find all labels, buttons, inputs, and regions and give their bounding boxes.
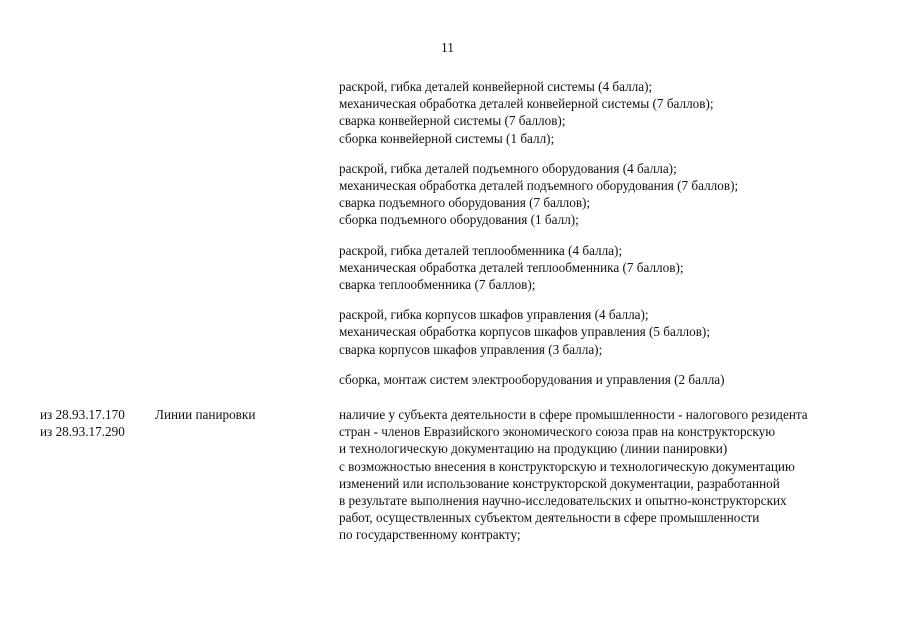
product-code: из 28.93.17.290	[40, 424, 125, 440]
group-lifting-equipment	[339, 160, 889, 229]
group-conveyor	[339, 78, 889, 147]
group-heat-exchanger	[339, 242, 889, 294]
operation-line: раскрой, гибка деталей подъемного оборудования (4 балла);	[339, 160, 677, 176]
operation-line: сборка подъемного оборудования (1 балл);	[339, 212, 579, 228]
operation-line: сварка теплообменника (7 баллов);	[339, 277, 536, 293]
operation-line: сборка конвейерной системы (1 балл);	[339, 130, 555, 146]
operations-list	[339, 78, 889, 401]
requirement-text	[339, 406, 889, 544]
operation-line: раскрой, гибка корпусов шкафов управления (4 балла);	[339, 307, 649, 323]
requirement-line: работ, осуществленных субъектом деятельности в сфере промышленности	[339, 510, 760, 526]
operation-line: сварка подъемного оборудования (7 баллов);	[339, 195, 591, 211]
operation-line: раскрой, гибка деталей конвейерной системы (4 балла);	[339, 79, 653, 94]
requirement-line: с возможностью внесения в конструкторскую и технологическую документацию	[339, 458, 795, 474]
operation-line: механическая обработка деталей конвейерной системы (7 баллов);	[339, 96, 714, 112]
requirement-line: и технологическую документацию на продукцию (линии панировки)	[339, 441, 728, 457]
group-electrical-assembly	[339, 371, 889, 388]
requirement-line: изменений или использование конструкторской документации, разработанной	[339, 475, 780, 491]
requirement-line: в результате выполнения научно-исследовательских и опытно-конструкторских	[339, 493, 787, 509]
page-number: 11	[441, 40, 454, 55]
operation-line: механическая обработка деталей подъемного оборудования (7 баллов);	[339, 178, 739, 194]
product-name	[155, 406, 255, 423]
operation-line: сварка корпусов шкафов управления (3 балла);	[339, 341, 603, 357]
requirement-line: по государственному контракту;	[339, 527, 521, 543]
group-control-cabinets	[339, 306, 889, 358]
product-name-text: Линии панировки	[155, 407, 256, 422]
operation-line: сборка, монтаж систем электрооборудования и управления (2 балла)	[339, 371, 725, 387]
product-code: из 28.93.17.170	[40, 407, 125, 422]
operation-line: механическая обработка корпусов шкафов управления (5 баллов);	[339, 324, 710, 340]
product-codes	[40, 406, 125, 440]
operation-line: механическая обработка деталей теплообменника (7 баллов);	[339, 259, 684, 275]
requirement-line: стран - членов Евразийского экономического союза прав на конструкторскую	[339, 424, 776, 440]
requirement-line: наличие у субъекта деятельности в сфере промышленности - налогового резидента	[339, 407, 808, 422]
operation-line: сварка конвейерной системы (7 баллов);	[339, 113, 566, 129]
operation-line: раскрой, гибка деталей теплообменника (4 балла);	[339, 242, 623, 258]
